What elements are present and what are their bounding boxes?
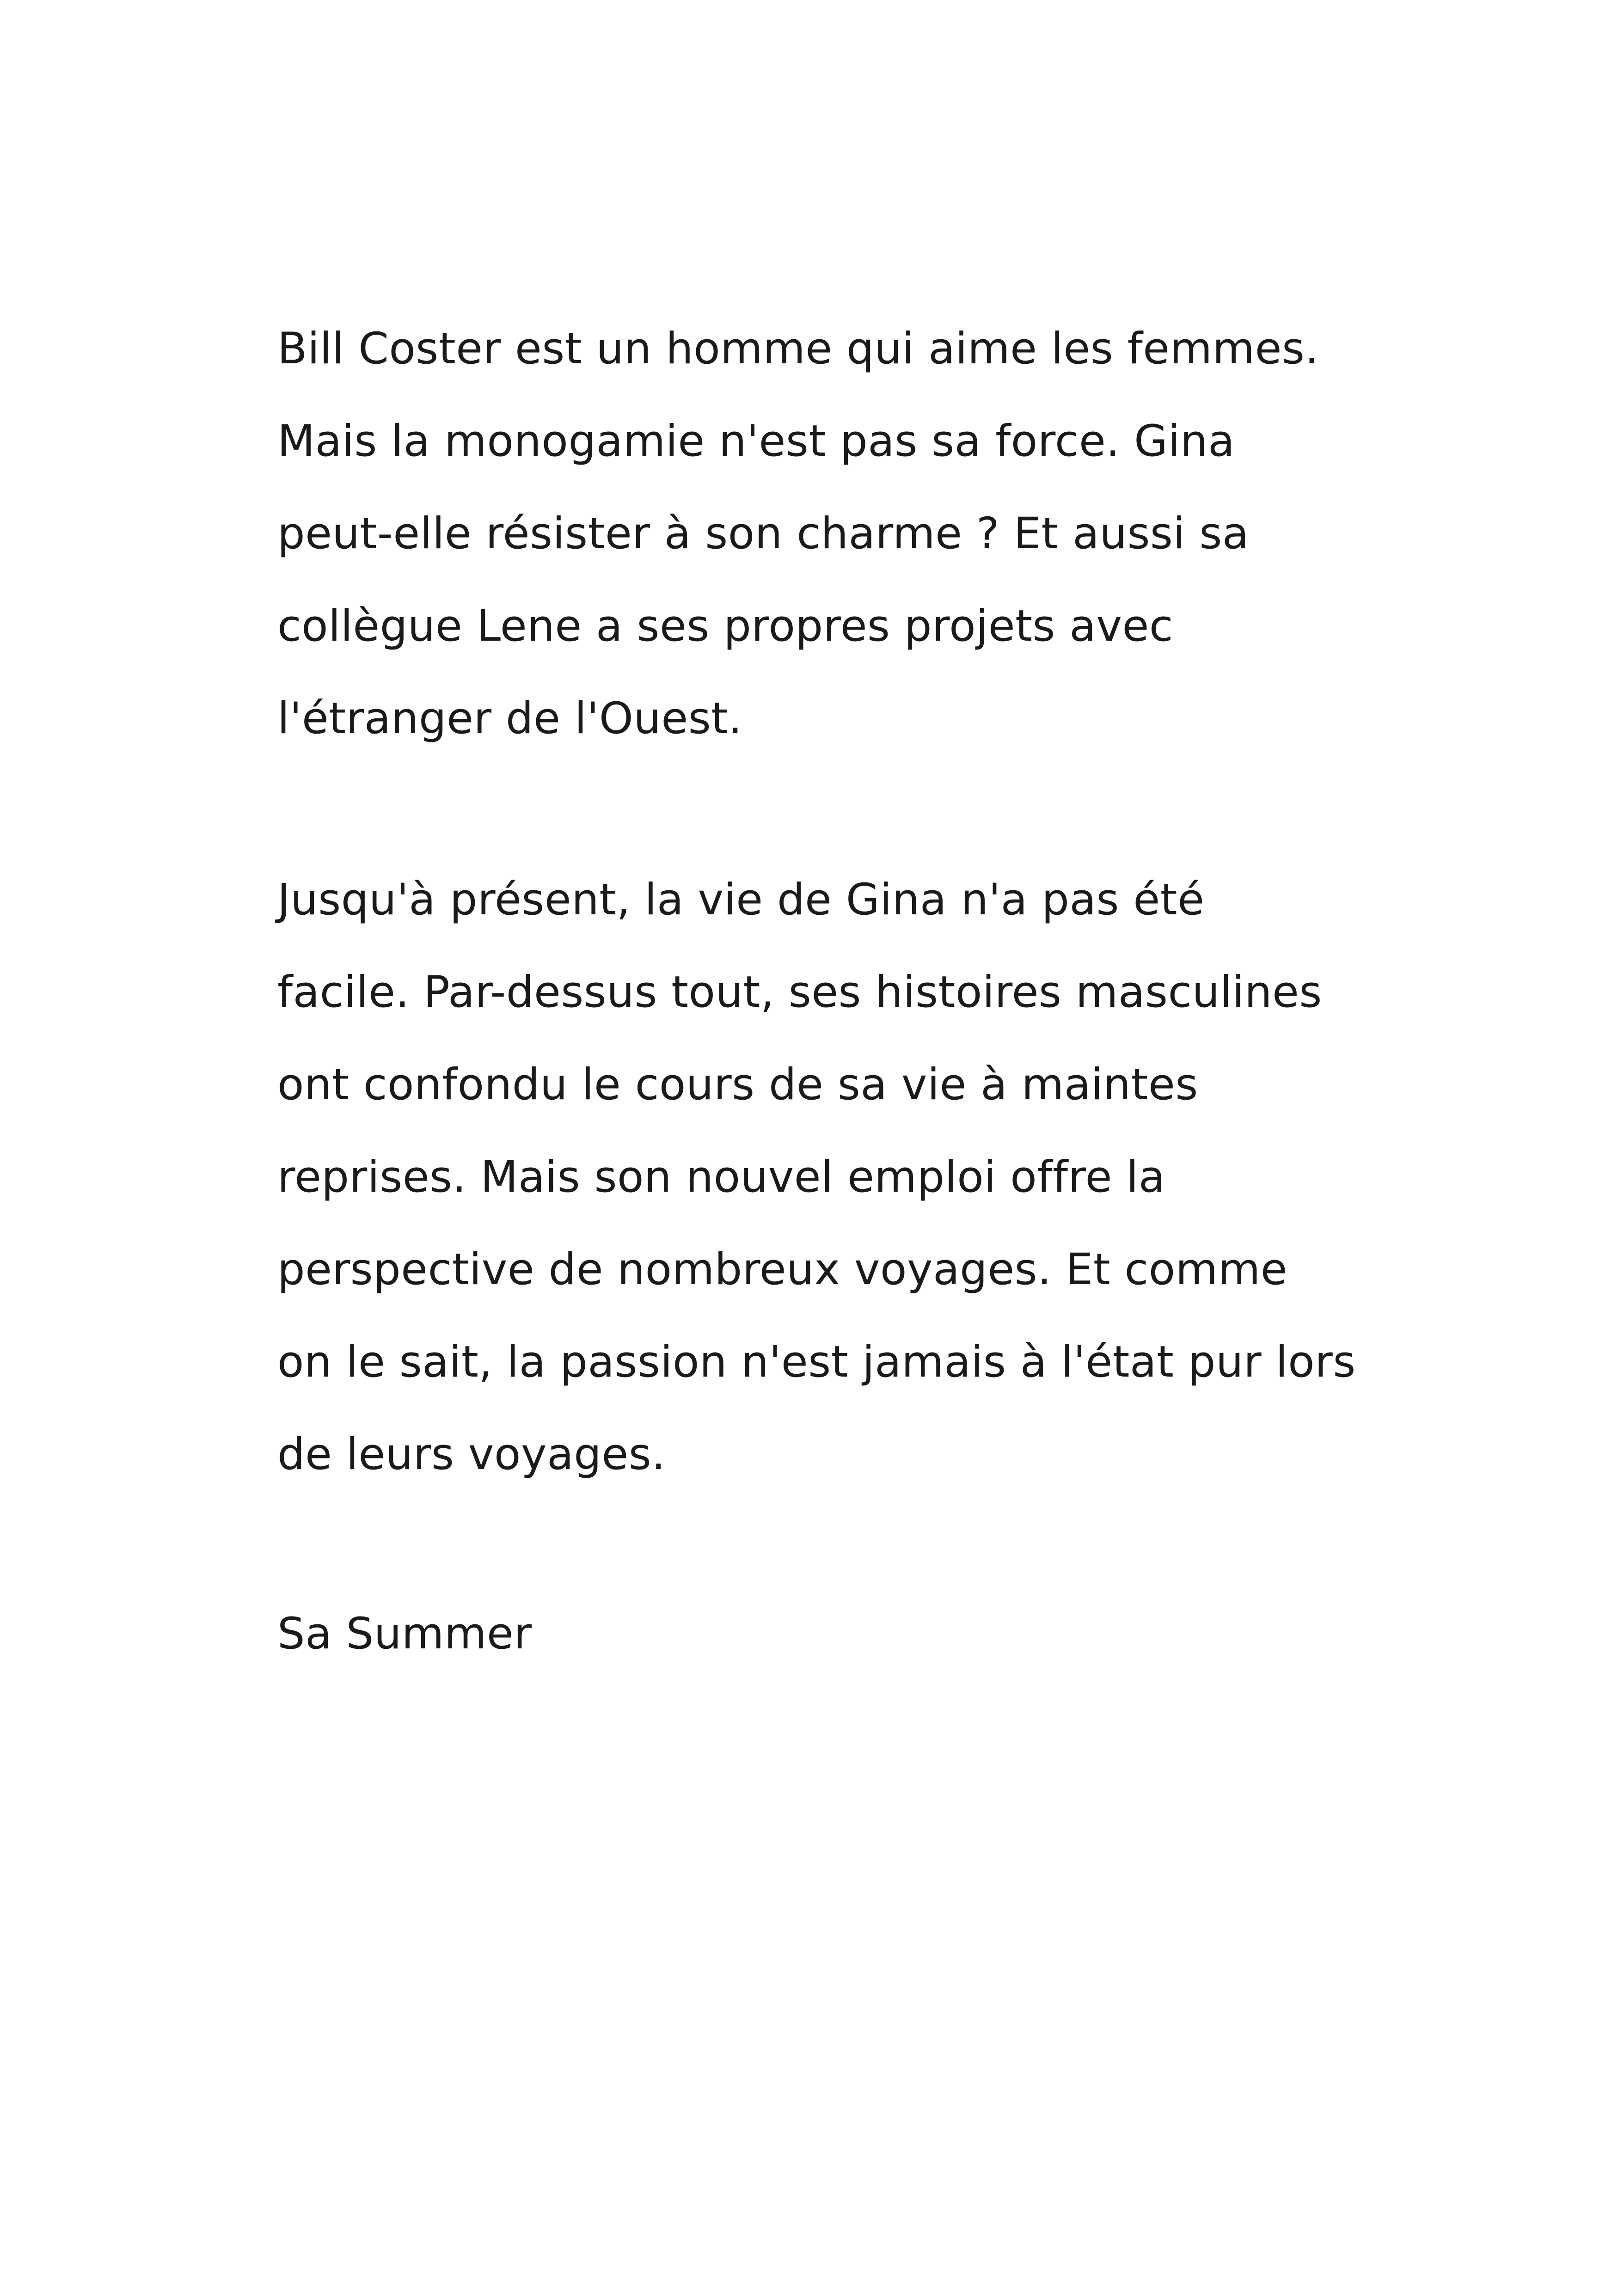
paragraph-line: perspective de nombreux voyages. Et comme — [277, 1244, 1288, 1295]
paragraph-line: collègue Lene a ses propres projets avec — [277, 601, 1174, 651]
paragraph-line: on le sait, la passion n'est jamais à l'état pur lors — [277, 1337, 1356, 1387]
paragraph-line: de leurs voyages. — [277, 1429, 666, 1480]
paragraph-line: Bill Coster est un homme qui aime les femmes. — [277, 324, 1319, 374]
paragraph-line: l'étranger de l'Ouest. — [277, 693, 742, 744]
paragraph-line: facile. Par-dessus tout, ses histoires masculines — [277, 967, 1322, 1017]
paragraph-line: Jusqu'à présent, la vie de Gina n'a pas été — [277, 875, 1205, 925]
author-name: Sa Summer — [277, 1609, 532, 1659]
paragraph-line: reprises. Mais son nouvel emploi offre la — [277, 1152, 1166, 1202]
paragraph-line: peut-elle résister à son charme ? Et aussi sa — [277, 508, 1249, 559]
paragraph-line: ont confondu le cours de sa vie à maintes — [277, 1059, 1198, 1110]
paragraph-line: Mais la monogamie n'est pas sa force. Gina — [277, 416, 1235, 466]
